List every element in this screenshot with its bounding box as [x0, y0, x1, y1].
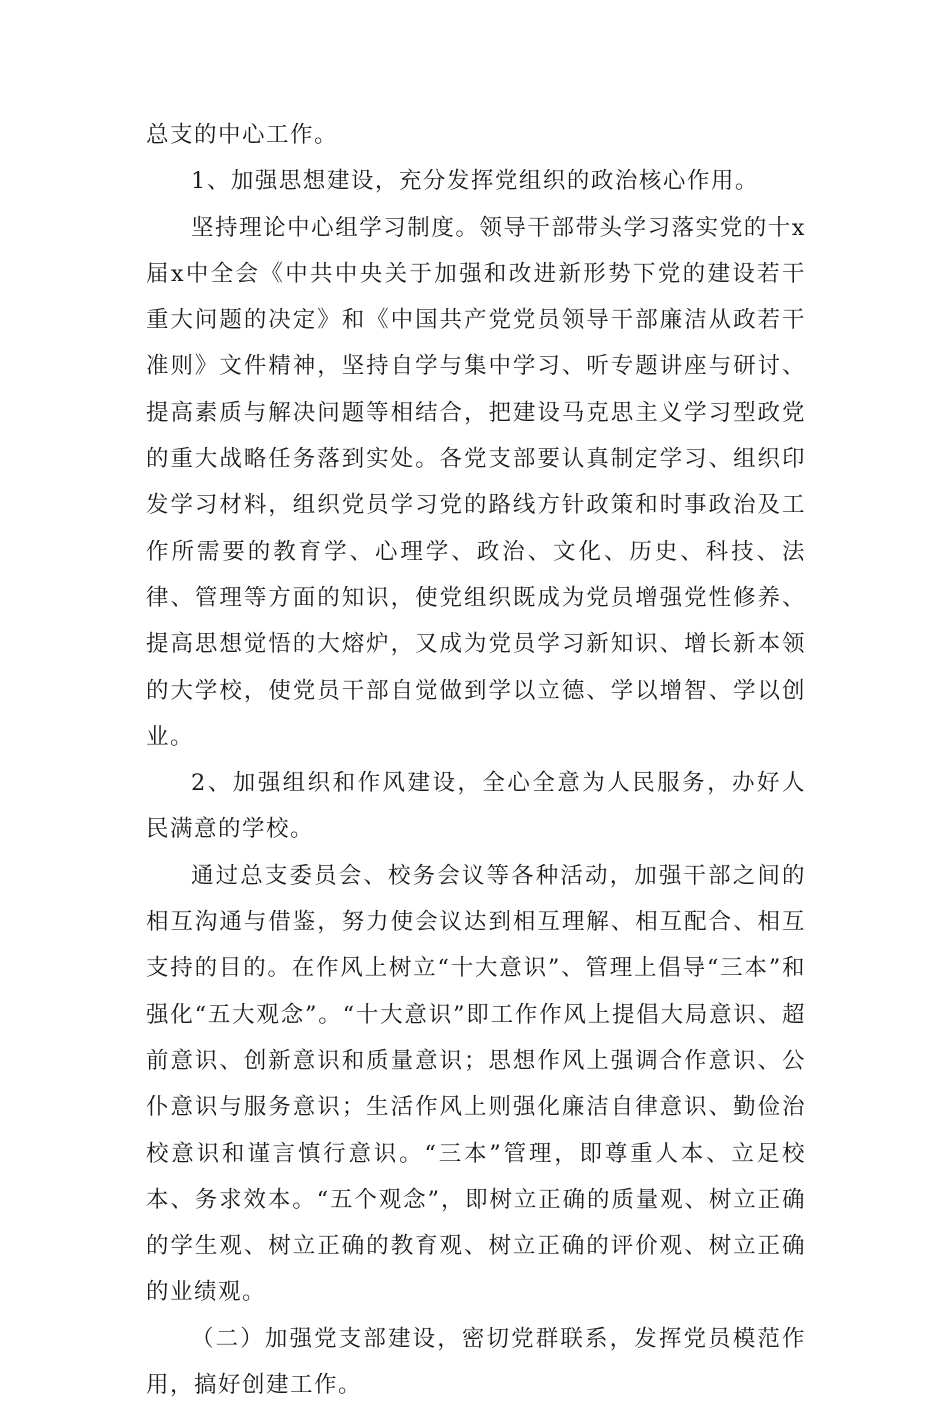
paragraph-continuation: 总支的中心工作。 — [146, 122, 339, 148]
paragraph-study-system: 坚持理论中心组学习制度。领导干部带头学习落实党的十x届x中全会《中共中央关于加强和改进新形势下党的建设若干重大问题的决定》和《中国共产党党员领导干部廉洁从政若干准则》文件精神，坚持自学与集中学习、听专题讲座与研讨、提高素质与解决问题等相结合，把建设马克思主义学习型政党的重大战略任务落到实处。各党支部要认真制定学习、组织印发学习材料，组织党员学习党的路线方针政策和时事政治及工作所需要的教育学、心理学、政治、文化、历史、科技、法律、管理等方面的知识，使党组织既成为党员增强党性修养、提高思想觉悟的大熔炉，又成为党员学习新知识、增长新本领的大学校，使党员干部自觉做到学以立德、学以增智、学以创业。 — [146, 214, 806, 750]
section-heading-2: 2、加强组织和作风建设，全心全意为人民服务，办好人民满意的学校。 — [146, 770, 806, 843]
document-body — [146, 112, 806, 1408]
paragraph-work-style: 通过总支委员会、校务会议等各种活动，加强干部之间的相互沟通与借鉴，努力使会议达到相互理解、相互配合、相互支持的目的。在作风上树立“十大意识”、管理上倡导“三本”和强化“五大观念”。“十大意识”即工作作风上提倡大局意识、超前意识、创新意识和质量意识；思想作风上强调合作意识、公仆意识与服务意识；生活作风上则强化廉洁自律意识、勤俭治校意识和谨言慎行意识。“三本”管理，即尊重人本、立足校本、务求效本。“五个观念”，即树立正确的质量观、树立正确的学生观、树立正确的教育观、树立正确的评价观、树立正确的业绩观。 — [146, 862, 806, 1306]
section-heading-part-2: （二）加强党支部建设，密切党群联系，发挥党员模范作用，搞好创建工作。 — [146, 1325, 806, 1399]
section-heading-1: 1、加强思想建设，充分发挥党组织的政治核心作用。 — [191, 168, 759, 195]
